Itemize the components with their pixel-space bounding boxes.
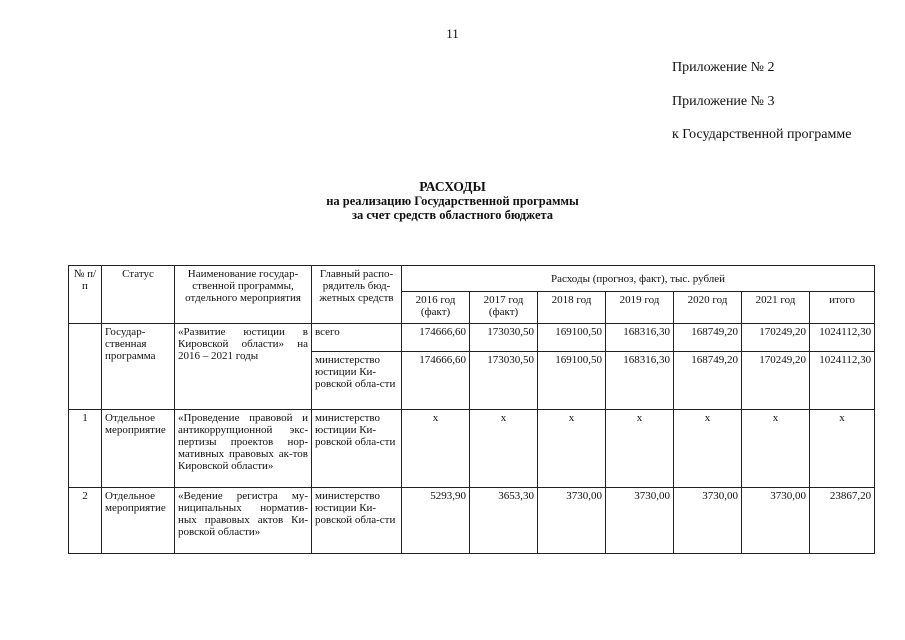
value-cell: х xyxy=(402,410,470,488)
value-cell: 3730,00 xyxy=(742,488,810,554)
value-cell: 3730,00 xyxy=(606,488,674,554)
value-cell: 168749,20 xyxy=(674,352,742,410)
value-cell: 173030,50 xyxy=(470,324,538,352)
header-num: № п/п xyxy=(69,266,102,324)
page-number: 11 xyxy=(446,26,459,41)
value-cell: 5293,90 xyxy=(402,488,470,554)
value-cell: 170249,20 xyxy=(742,352,810,410)
measure-num: 2 xyxy=(69,488,102,554)
title-line-3: за счет средств областного бюджета xyxy=(351,208,554,222)
measure-name: «Проведение правовой и антикоррупционной экс-пертизы проектов нор-мативных правовых ак-тов Кировской области» xyxy=(175,410,312,488)
value-cell: х xyxy=(470,410,538,488)
appendix-line-3: к Государственной программе xyxy=(672,127,852,142)
value-cell: 170249,20 xyxy=(742,324,810,352)
value-cell: х xyxy=(742,410,810,488)
value-cell: 174666,60 xyxy=(402,352,470,410)
measure-name: «Ведение регистра му-ниципальных норматив-ных правовых актов Ки-ровской области» xyxy=(175,488,312,554)
value-cell: 173030,50 xyxy=(470,352,538,410)
header-expenses: Расходы (прогноз, факт), тыс. рублей xyxy=(402,266,875,292)
header-total: итого xyxy=(810,292,875,324)
program-name: «Развитие юстиции в Кировской области» на 2016 – 2021 годы xyxy=(175,324,312,410)
value-cell: 3730,00 xyxy=(674,488,742,554)
appendix-line-2: Приложение № 3 xyxy=(672,94,775,109)
measure-status: Отдельное мероприятие xyxy=(102,410,175,488)
value-cell: 1024112,30 xyxy=(810,352,875,410)
value-cell: х xyxy=(810,410,875,488)
value-cell: х xyxy=(674,410,742,488)
value-cell: 1024112,30 xyxy=(810,324,875,352)
value-cell: х xyxy=(606,410,674,488)
appendix-line-1: Приложение № 2 xyxy=(672,60,775,75)
table-row xyxy=(69,324,875,352)
measure-manager: министерство юстиции Ки-ровской обла-сти xyxy=(312,410,402,488)
table-row xyxy=(69,410,875,488)
value-cell: 168749,20 xyxy=(674,324,742,352)
value-cell: 169100,50 xyxy=(538,352,606,410)
header-year-2016: 2016 год (факт) xyxy=(402,292,470,324)
header-row-1 xyxy=(69,266,875,292)
table-row xyxy=(69,488,875,554)
measure-manager: министерство юстиции Ки-ровской обла-сти xyxy=(312,488,402,554)
header-year-2020: 2020 год xyxy=(674,292,742,324)
program-num xyxy=(69,324,102,410)
value-cell: 169100,50 xyxy=(538,324,606,352)
value-cell: 3730,00 xyxy=(538,488,606,554)
title-line-2: на реализацию Государственной программы xyxy=(326,194,579,208)
expenses-table xyxy=(68,265,875,554)
value-cell: 168316,30 xyxy=(606,352,674,410)
header-name: Наименование государ-ственной программы, отдельного мероприятия xyxy=(175,266,312,324)
title-main: РАСХОДЫ xyxy=(419,179,486,194)
header-year-2019: 2019 год xyxy=(606,292,674,324)
measure-status: Отдельное мероприятие xyxy=(102,488,175,554)
value-cell: 174666,60 xyxy=(402,324,470,352)
measure-num: 1 xyxy=(69,410,102,488)
header-year-2021: 2021 год xyxy=(742,292,810,324)
value-cell: 23867,20 xyxy=(810,488,875,554)
value-cell: 168316,30 xyxy=(606,324,674,352)
header-manager: Главный распо-рядитель бюд-жетных средств xyxy=(312,266,402,324)
program-manager-ministry: министерство юстиции Ки-ровской обла-сти xyxy=(312,352,402,410)
header-year-2018: 2018 год xyxy=(538,292,606,324)
header-year-2017: 2017 год (факт) xyxy=(470,292,538,324)
header-status: Статус xyxy=(102,266,175,324)
value-cell: 3653,30 xyxy=(470,488,538,554)
value-cell: х xyxy=(538,410,606,488)
document-title xyxy=(0,180,905,222)
program-status: Государ-ственная программа xyxy=(102,324,175,410)
program-manager-total: всего xyxy=(312,324,402,352)
